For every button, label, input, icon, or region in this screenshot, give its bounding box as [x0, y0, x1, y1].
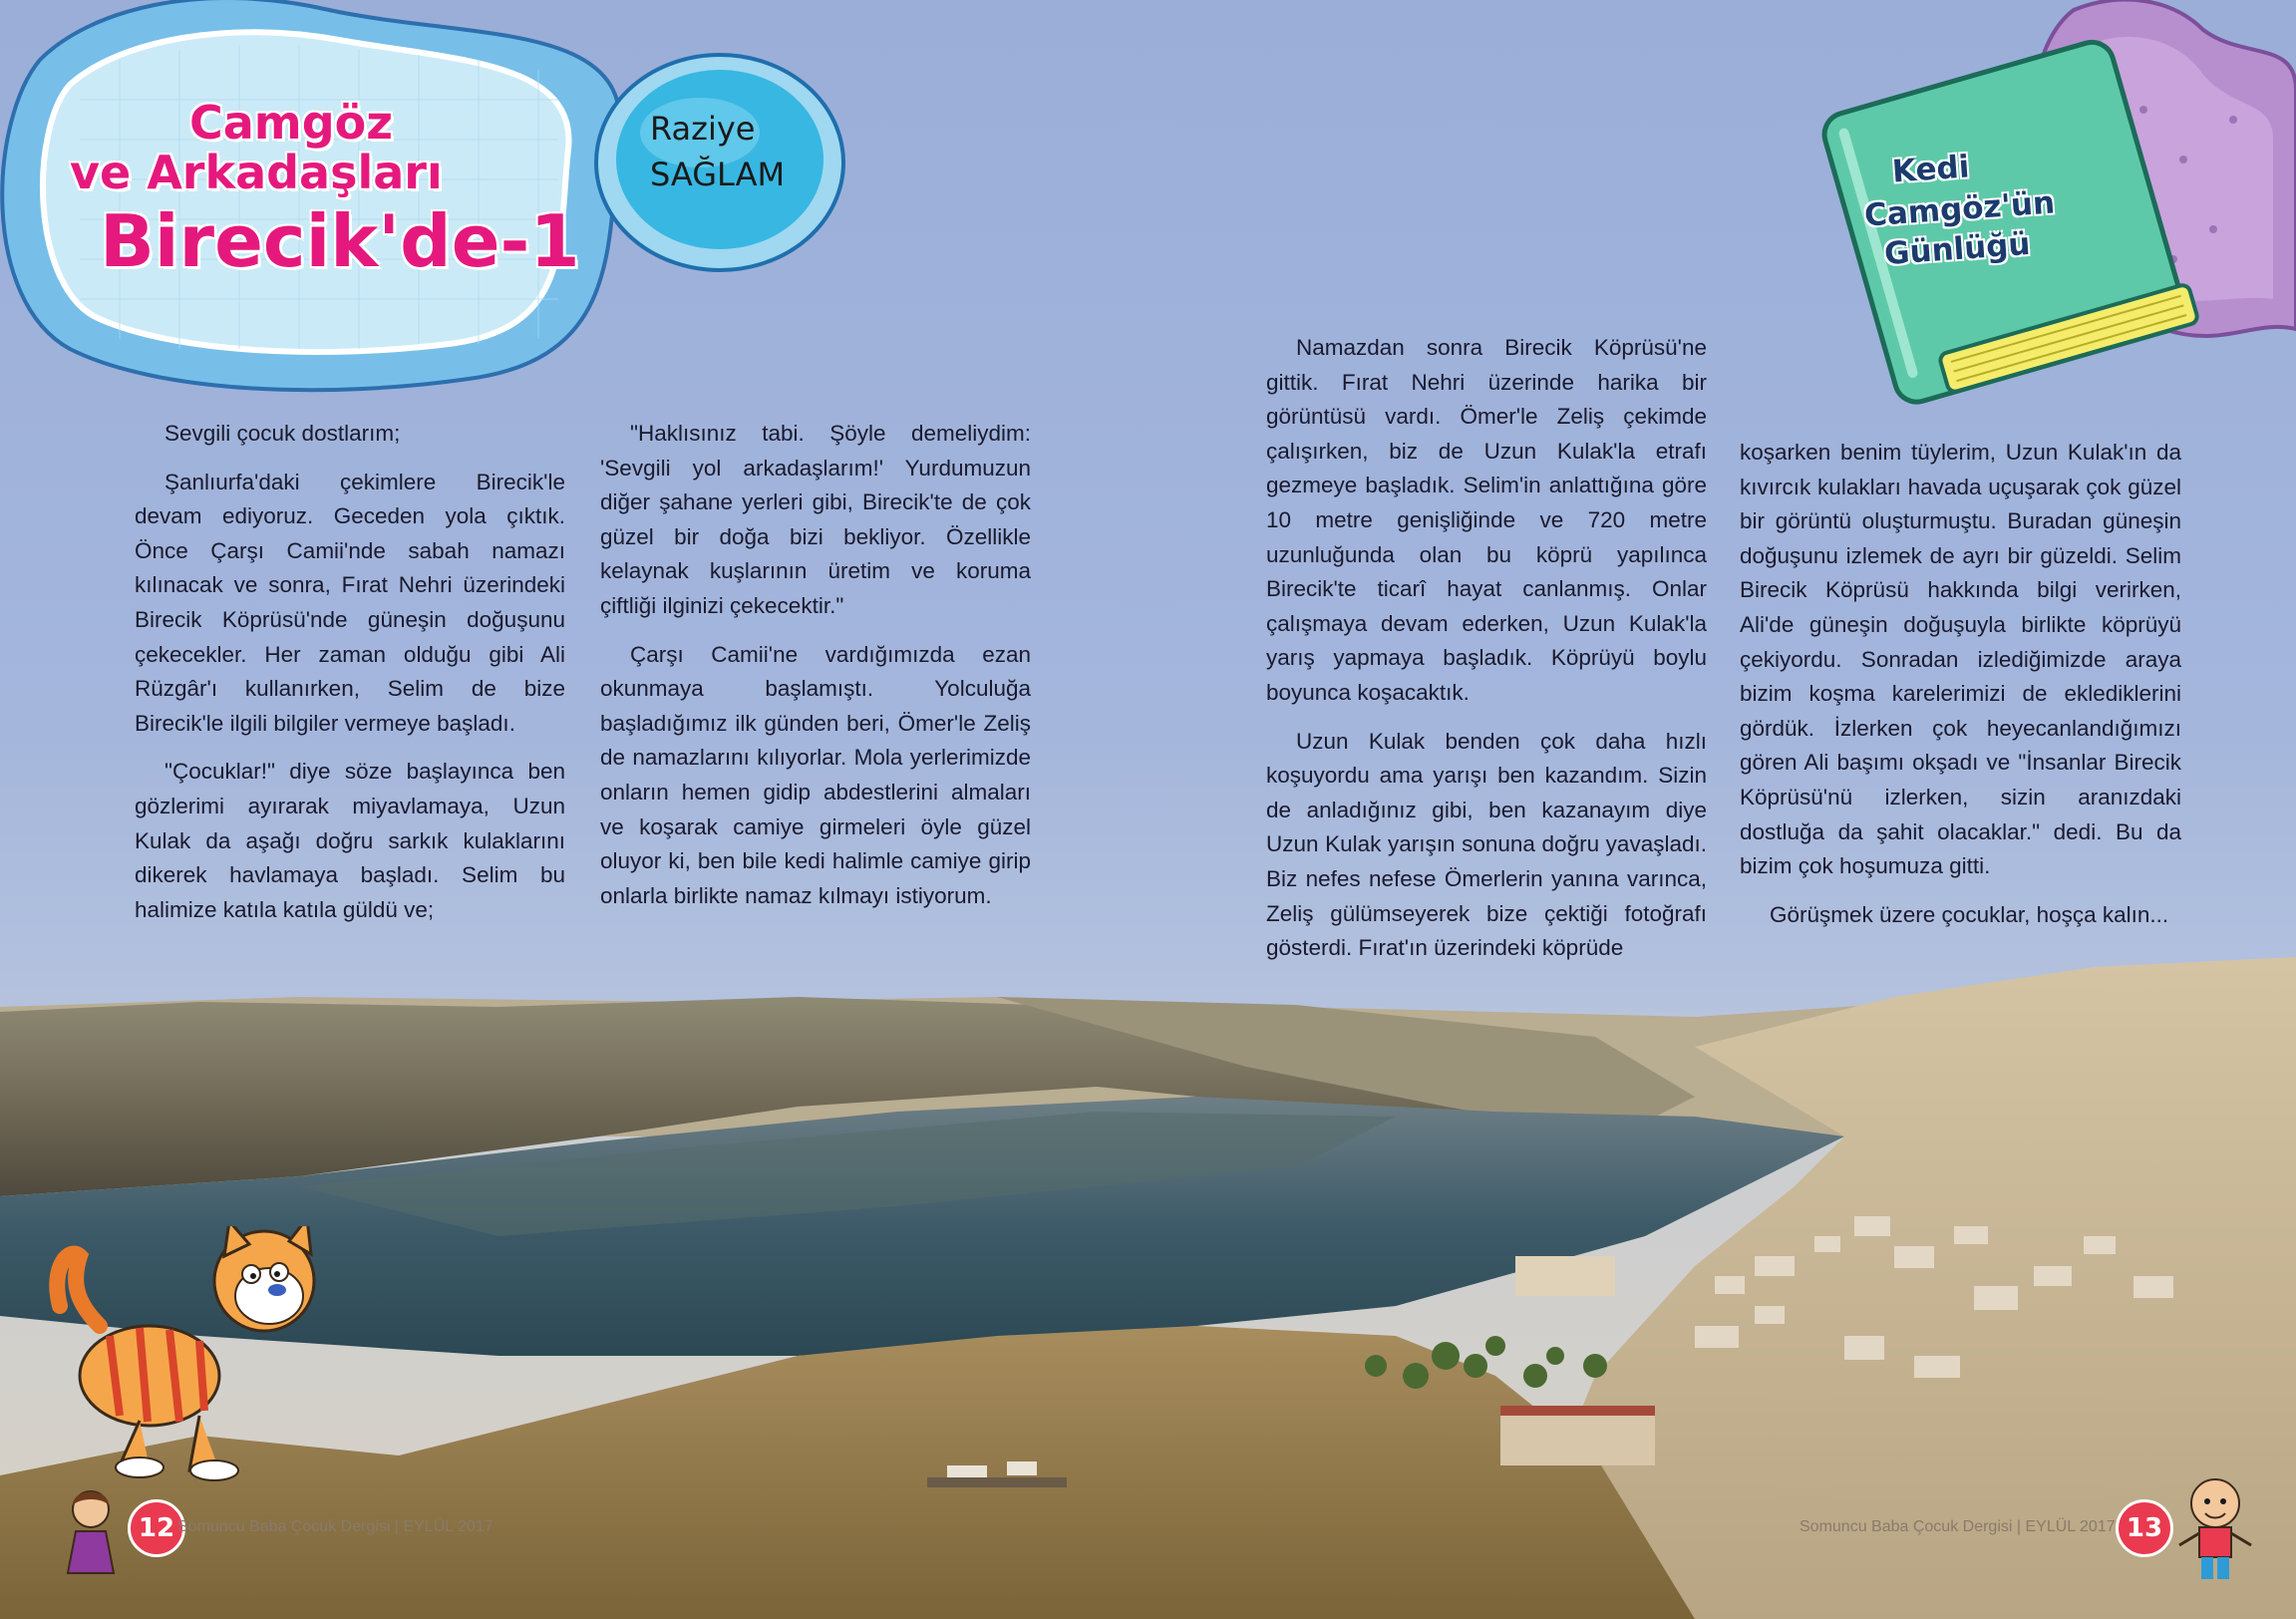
page-number-right: 13	[2116, 1499, 2173, 1557]
author-first-name: Raziye	[650, 110, 756, 148]
text-column-2	[600, 417, 1031, 927]
author-last-name: SAĞLAM	[650, 156, 786, 193]
boy-mascot-icon	[2175, 1473, 2255, 1583]
paragraph: Şanlıurfa'daki çekimlere Birecik'le devam ediyoruz. Geceden yola çıktık. Önce Çarşı Camii'nde sabah namazı kılınacak ve sonra, Fırat Nehri üzerindeki Birecik Köprüsü'nde güneşin doğuşunu çekecekler. Her zaman olduğu gibi Ali Rüzgâr'ı kullanırken, Selim de bize Birecik'le ilgili bilgiler vermeye başladı.	[135, 469, 565, 736]
paragraph: "Haklısınız tabi. Şöyle demeliydim: 'Sevgili yol arkadaşlarım!' Yurdumuzun diğer şahane yerleri gibi, Birecik'te de çok güzel bir doğa bizi bekliyor. Özellikle kelaynak kuşlarının üretim ve koruma çiftliği ilginizi çekecektir."	[600, 421, 1031, 618]
article-title-line-2: ve Arkadaşları	[70, 146, 443, 199]
paragraph: koşarken benim tüylerim, Uzun Kulak'ın da kıvırcık kulakları havada uçuşarak çok güzel bir görüntü oluşturmuştu. Buradan güneşin doğuşunu izlemek de ayrı bir güzeldi. Selim Birecik Köprüsü hakkında bilgi verirken, Ali'de güneşin doğuşuyla birlikte köprüyü çekiyordu. Sonradan izlediğimizde araya bizim koşma karelerimizi de eklediklerini gördük. İzlerken çok heyecanlandığımızı gören Ali başımı okşadı ve "İnsanlar Birecik Köprüsü'nü izlerken, sizin aranızdaki dostluğa da şahit olacaklar." dedi. Bu da bizim çok hoşumuza gitti.	[1740, 440, 2181, 879]
footer-left-text: Somuncu Baba Çocuk Dergisi | EYLÜL 2017	[177, 1518, 493, 1535]
text-column-3	[1266, 331, 1707, 980]
paragraph: Uzun Kulak benden çok daha hızlı koşuyordu ama yarışı ben kazandım. Sizin de anladığınız gibi, ben kazanayım diye Uzun Kulak yarışın sonuna doğru yavaşladı. Biz nefes nefese Ömerlerin yanına varınca, Zeliş gülümseyerek bize çektiği fotoğrafı gösterdi. Fırat'ın üzerindeki köprüde	[1266, 728, 1707, 961]
text-column-1	[135, 417, 565, 941]
diary-title-line-3: Günlüğü	[1882, 225, 2032, 273]
diary-title-line-2: Camgöz'ün	[1862, 184, 2057, 234]
euphrates-landscape-photo	[0, 937, 2296, 1619]
paragraph: Çarşı Camii'ne vardığımızda ezan okunmaya başlamıştı. Yolculuğa başladığımız ilk günden beri, Ömer'le Zeliş de namazlarını kılıyorlar. Mola yerlerimizde onların hemen gidip abdestlerini almaları ve koşarak camiye girmeleri öyle güzel oluyor ki, ben bile kedi halimle camiye girip onlarla birlikte namaz kılmayı istiyorum.	[600, 641, 1031, 908]
girl-mascot-icon	[58, 1485, 124, 1579]
footer-right-text: Somuncu Baba Çocuk Dergisi | EYLÜL 2017	[1800, 1518, 2116, 1535]
diary-title-line-1: Kedi	[1890, 149, 1971, 190]
page-number-left: 12	[128, 1499, 185, 1557]
cat-camgoz-illustration	[40, 1226, 339, 1485]
paragraph: Görüşmek üzere çocuklar, hoşça kalın...	[1770, 901, 2169, 927]
text-column-4	[1740, 436, 2181, 946]
article-title-line-3: Birecik'de-1	[100, 199, 580, 283]
paragraph: Namazdan sonra Birecik Köprüsü'ne gittik. Fırat Nehri üzerinde harika bir görüntüsü vardı. Ömer'le Zeliş çekimde çalışırken, biz de Uzun Kulak'la etrafı gezmeye başladık. Selim'in anlattığına göre 10 metre genişliğinde ve 720 metre uzunluğunda olan bu köprü yapılınca Birecik'te ticarî hayat canlanmış. Onlar çalışmaya devam ederken, Uzun Kulak'la yarış yapmaya başladık. Köprüyü boylu boyunca koşacaktık.	[1266, 335, 1707, 705]
paragraph: "Çocuklar!" diye söze başlayınca ben gözlerimi ayırarak miyavlamaya, Uzun Kulak da aşağı doğru sarkık kulaklarını dikerek havlamaya başladı. Selim bu halimize katıla katıla güldü ve;	[135, 759, 565, 922]
article-title-line-1: Camgöz	[189, 96, 394, 150]
paragraph: Sevgili çocuk dostlarım;	[164, 421, 401, 446]
